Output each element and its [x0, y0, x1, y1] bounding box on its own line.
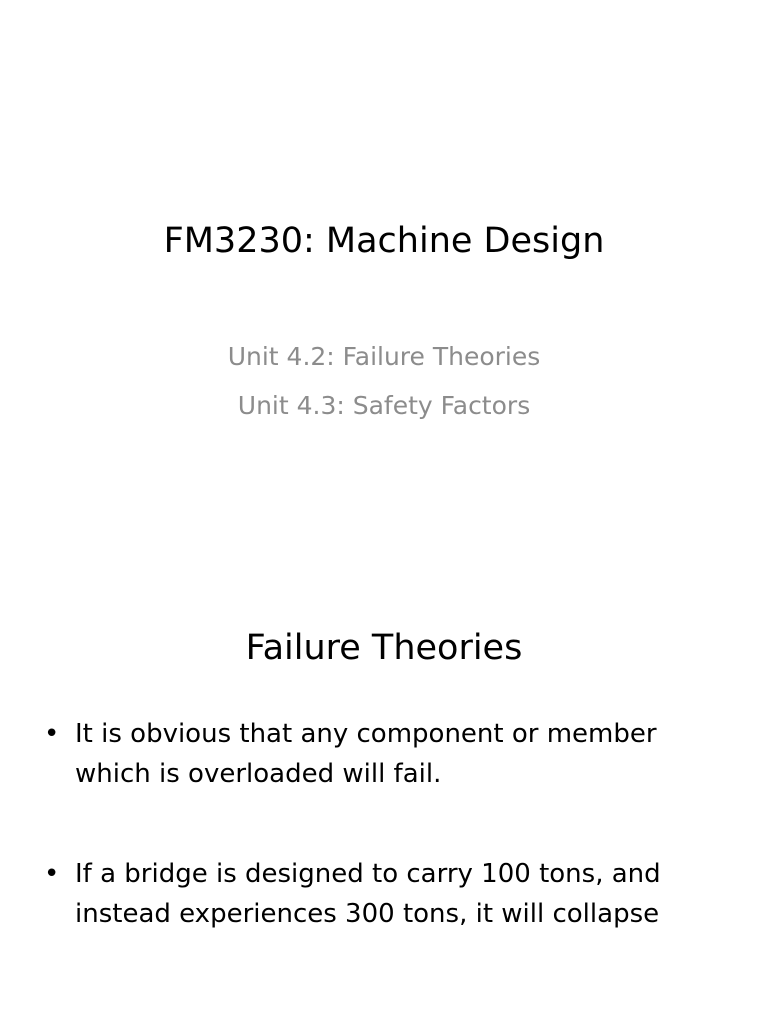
subtitle-unit-4-3: Unit 4.3: Safety Factors — [237, 391, 531, 420]
slide-heading: Failure Theories — [245, 628, 523, 668]
bullet-text-line: which is overloaded will fail. — [75, 759, 442, 789]
subtitle-unit-4-2: Unit 4.2: Failure Theories — [227, 342, 541, 371]
bullet-item — [44, 714, 734, 794]
bullet-icon: • — [44, 859, 60, 889]
bullet-item — [44, 854, 734, 934]
bullet-text-line: It is obvious that any component or member — [75, 719, 657, 749]
bullet-text-line: If a bridge is designed to carry 100 tons, and — [75, 859, 661, 889]
subtitle-list — [0, 332, 768, 430]
bullet-list — [44, 714, 734, 934]
slide-title: FM3230: Machine Design — [163, 221, 605, 261]
bullet-icon: • — [44, 719, 60, 749]
bullet-text-line: instead experiences 300 tons, it will collapse — [75, 899, 660, 929]
content-slide — [0, 512, 768, 1024]
